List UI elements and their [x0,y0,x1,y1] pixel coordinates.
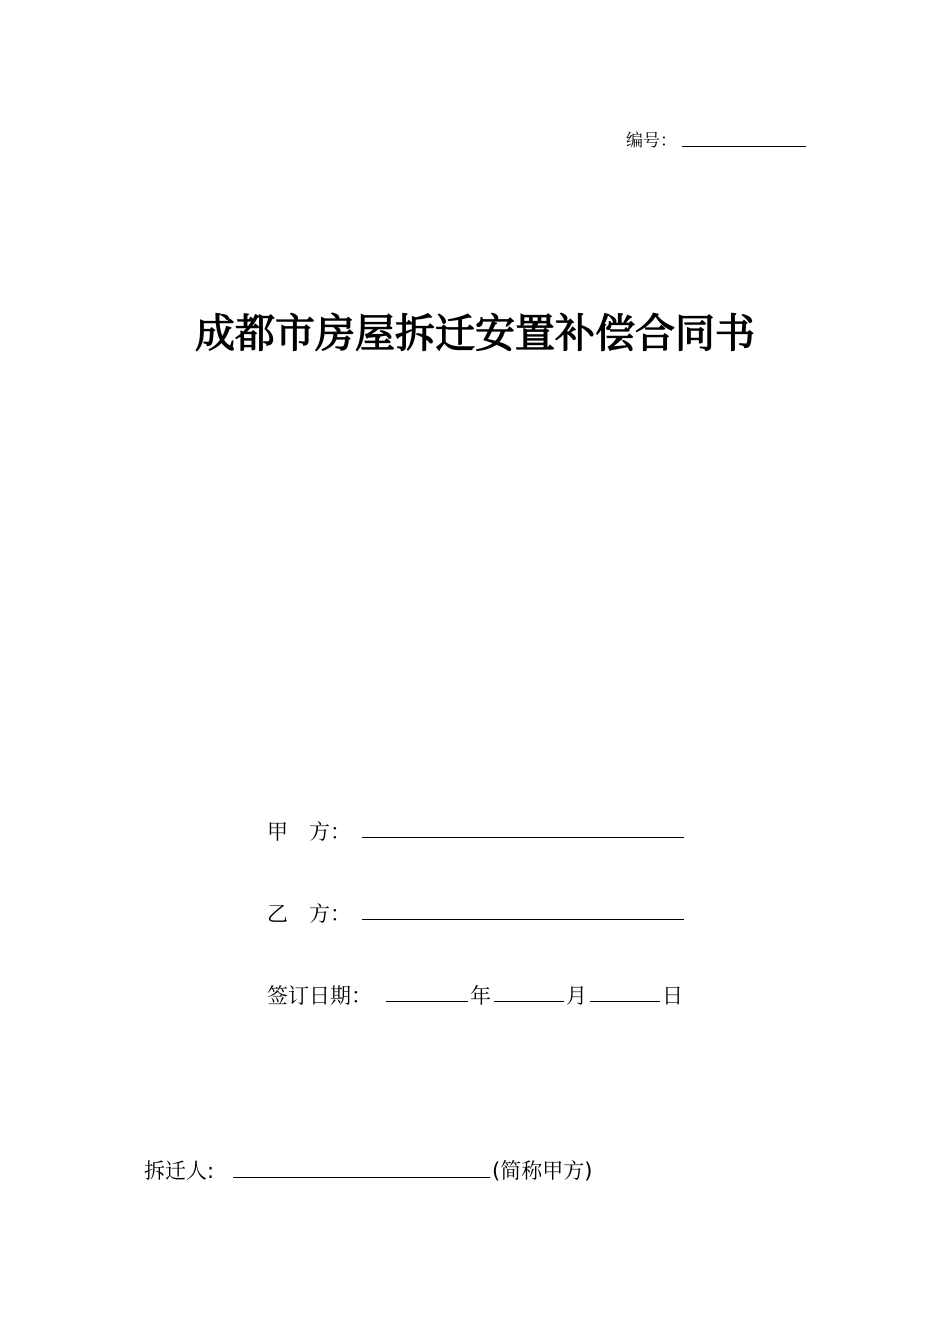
party-b-label: 乙 方： [267,902,351,926]
year-label: 年 [470,984,491,1008]
sign-day-blank [590,1001,660,1002]
sign-year-blank [386,1001,468,1002]
month-label: 月 [566,984,587,1008]
serial-number-label: 编号： [626,131,677,151]
party-b-blank [362,919,684,920]
demolisher-note: (简称甲方) [492,1159,593,1183]
document-title: 成都市房屋拆迁安置补偿合同书 [195,310,755,357]
sign-date-label: 签订日期： [267,984,372,1008]
day-label: 日 [662,984,683,1008]
party-a-blank [362,837,684,838]
demolisher-blank [233,1177,490,1178]
serial-number-blank [682,146,806,147]
demolisher-label: 拆迁人: [144,1159,215,1183]
sign-month-blank [494,1001,564,1002]
party-a-label: 甲 方： [267,820,351,844]
